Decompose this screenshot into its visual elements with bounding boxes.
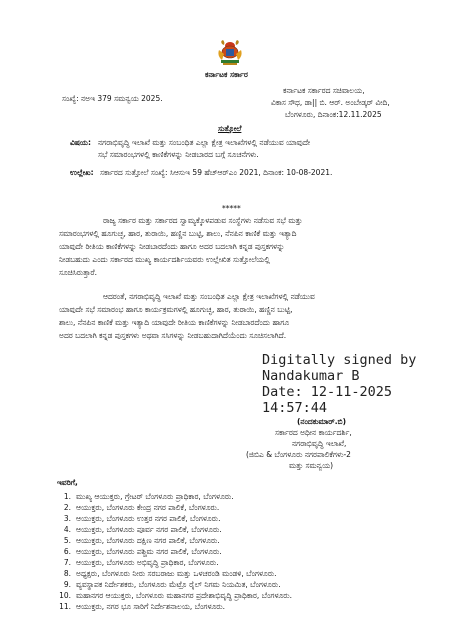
list-item: 3. ಆಯುಕ್ತರು, ಬೆಂಗಳೂರು ಉತ್ತರ ನಗರ ಪಾಲಿಕೆ, ಬೆಂಗಳೂರು. — [63, 514, 221, 523]
paragraph-2-line: ಅದರ ಬದಲಾಗಿ ಕನ್ನಡ ಪುಸ್ತಕಗಳು ಅಥವಾ ಸಸಿಗಳನ್ನು ನೀಡಬಹುದಾಗಿದೆಯೆಂದು ಸೂಚಿಸಲಾಗಿದೆ. — [59, 331, 287, 340]
paragraph-1-line: ಯಾವುದೇ ರೀತಿಯ ಕಾಣಿಕೆಗಳನ್ನು ನೀಡಬಾರದೆಂದು ಹಾಗೂ ಅದರ ಬದಲಾಗಿ ಕನ್ನಡ ಪುಸ್ತಕಗಳನ್ನು — [59, 242, 285, 251]
subject-line-2: ಸಭೆ ಸಮಾರಂಭಗಳಲ್ಲಿ ಕಾಣಿಕೆಗಳನ್ನು ನೀಡಬಾರದ ಬಗ್ಗೆ ಸೂಚನೆಗಳು. — [98, 150, 259, 159]
signatory-section: ಮತ್ತು ಸಮನ್ವಯ) — [289, 461, 334, 470]
signature-line: Nandakumar B — [262, 368, 360, 384]
list-item: 9. ವ್ಯವಸ್ಥಾಪಕ ನಿರ್ದೇಶಕರು, ಬೆಂಗಳೂರು ಮೆಟ್ರೊ ರೈಲ್ ನಿಗಮ ನಿಯಮಿತ, ಬೆಂಗಳೂರು. — [63, 580, 281, 589]
karnataka-emblem-icon — [214, 38, 246, 68]
page-title: ಸುತ್ತೋಲೆ — [218, 124, 242, 133]
list-item: 7. ಆಯುಕ್ತರು, ಬೆಂಗಳೂರು ಅಭಿವೃದ್ಧಿ ಪ್ರಾಧಿಕಾರ, ಬೆಂಗಳೂರು. — [63, 558, 219, 567]
paragraph-2-line: ಯಾವುದೇ ಸಭೆ ಸಮಾರಂಭ ಹಾಗೂ ಕಾರ್ಯಕ್ರಮಗಳಲ್ಲಿ ಹೂಗುಚ್ಛ, ಹಾರ, ತುರಾಯಿ, ಹಣ್ಣಿನ ಬುಟ್ಟಿ, — [59, 305, 293, 314]
list-item: 4. ಆಯುಕ್ತರು, ಬೆಂಗಳೂರು ಪೂರ್ವ ನಗರ ಪಾಲಿಕೆ, ಬೆಂಗಳೂರು. — [63, 525, 222, 534]
address-date: ಬೆಂಗಳೂರು, ದಿನಾಂಕ:12.11.2025 — [285, 110, 382, 119]
recipients-label: ಇವರಿಗೆ, — [57, 478, 78, 487]
list-item: 11. ಆಯುಕ್ತರು, ನಗರ ಭೂ ಸಾರಿಗೆ ನಿರ್ದೇಶನಾಲಯ, ಬೆಂಗಳೂರು. — [59, 602, 226, 611]
signature-line: Date: 12-11-2025 — [262, 384, 393, 400]
list-item: 10. ಮಹಾನಗರ ಆಯುಕ್ತರು, ಬೆಂಗಳೂರು ಮಹಾನಗರ ಪ್ರದೇಶಾಭಿವೃದ್ಧಿ ಪ್ರಾಧಿಕಾರ, ಬೆಂಗಳೂರು. — [59, 591, 293, 600]
signature-line: 14:57:44 — [262, 400, 328, 416]
paragraph-2-line: ಆದರಂತೆ, ನಗರಾಭಿವೃದ್ಧಿ ಇಲಾಖೆ ಮತ್ತು ಸಂಬಂಧಿತ ಎಲ್ಲಾ ಕ್ಷೇತ್ರ ಇಲಾಖೆಗಳಲ್ಲಿ ನಡೆಯುವ — [103, 292, 315, 301]
subject-line-1: ನಗರಾಭಿವೃದ್ಧಿ ಇಲಾಖೆ ಮತ್ತು ಸಂಬಂಧಿತ ಎಲ್ಲಾ ಕ್ಷೇತ್ರ ಇಲಾಖೆಗಳಲ್ಲಿ ನಡೆಯುವ ಯಾವುದೇ — [98, 138, 311, 147]
list-item: 5. ಆಯುಕ್ತರು, ಬೆಂಗಳೂರು ದಕ್ಷಿಣ ನಗರ ಪಾಲಿಕೆ, ಬೆಂಗಳೂರು. — [63, 536, 220, 545]
paragraph-1-line: ನೀಡಬಹುದು ಎಂದು ಸರ್ಕಾರದ ಮುಖ್ಯ ಕಾರ್ಯದರ್ಶಿಯವರು ಉಲ್ಲೇಖಿತ ಸುತ್ತೋಲೆಯಲ್ಲಿ — [59, 255, 270, 264]
paragraph-1-line: ಸೂಚಿಸಿರುತ್ತಾರೆ. — [59, 268, 98, 277]
order-number: ಸಂಖ್ಯೆ: ನಅಇ 379 ಸಮನ್ವಯ 2025. — [62, 94, 163, 103]
address-line-2: ವಿಕಾಸ ಸೌಧ, ಡಾ|| ಬಿ. ಆರ್. ಅಂಬೇಡ್ಕರ್ ವೀದಿ, — [271, 98, 390, 107]
signatory-designation: ಸರ್ಕಾರದ ಅಧೀನ ಕಾರ್ಯದರ್ಶಿ, — [275, 428, 352, 437]
address-line-1: ಕರ್ನಾಟಕ ಸರ್ಕಾರದ ಸಚಿವಾಲಯ, — [283, 86, 365, 95]
signatory-name: (ನಂದಕುಮಾರ್.ಬಿ) — [297, 417, 347, 426]
signatory-section: (ಜಿಬಿಎ & ಬೆಂಗಳೂರು ನಗರಪಾಲಿಕೆಗಳು-2 — [246, 450, 351, 459]
subject-label: ವಿಷಯ: — [70, 138, 91, 147]
reference-text: ಸರ್ಕಾರದ ಸುತ್ತೋಲೆ ಸಂಖ್ಯೆ: ಸಿಆಸುಇ 59 ಹೆಚ್ಆರ್‌ಎಂ 2021, ದಿನಾಂಕ: 10-08-2021. — [100, 168, 333, 177]
signatory-department: ನಗರಾಭಿವೃದ್ಧಿ ಇಲಾಖೆ, — [292, 439, 347, 448]
government-name: ಕರ್ನಾಟಕ ಸರ್ಕಾರ — [205, 70, 248, 79]
reference-label: ಉಲ್ಲೇಖ: — [70, 168, 94, 177]
paragraph-1-line: ರಾಜ್ಯ ಸರ್ಕಾರ ಮತ್ತು ಸರ್ಕಾರದ ಸ್ವಾಮ್ಯಕ್ಕೊಳಪಡುವ ಸಂಸ್ಥೆಗಳು ನಡೆಸುವ ಸಭೆ ಮತ್ತು — [103, 216, 303, 225]
list-item: 6. ಆಯುಕ್ತರು, ಬೆಂಗಳೂರು ಪಶ್ಚಿಮ ನಗರ ಪಾಲಿಕೆ, ಬೆಂಗಳೂರು. — [63, 547, 222, 556]
list-item: 2. ಆಯುಕ್ತರು, ಬೆಂಗಳೂರು ಕೇಂದ್ರ ನಗರ ಪಾಲಿಕೆ, ಬೆಂಗಳೂರು. — [63, 503, 220, 512]
list-item: 1. ಮುಖ್ಯ ಆಯುಕ್ತರು, ಗ್ರೇಟರ್ ಬೆಂಗಳೂರು ಪ್ರಾಧಿಕಾರ, ಬೆಂಗಳೂರು. — [63, 492, 234, 501]
list-item: 8. ಅಧ್ಯಕ್ಷರು, ಬೆಂಗಳೂರು ನೀರು ಸರಬರಾಜು ಮತ್ತು ಒಳಚರಂಡಿ ಮಂಡಳಿ, ಬೆಂಗಳೂರು. — [63, 569, 277, 578]
separator: ***** — [222, 204, 241, 213]
signature-line: Digitally signed by — [262, 352, 417, 368]
paragraph-1-line: ಸಮಾರಂಭಗಳಲ್ಲಿ ಹೂಗುಚ್ಛ, ಹಾರ, ತುರಾಯಿ, ಹಣ್ಣಿನ ಬುಟ್ಟಿ, ಶಾಲು, ನೆನಪಿನ ಕಾಣಿಕೆ ಮತ್ತು ಇತ್ಯಾದಿ — [59, 229, 297, 238]
paragraph-2-line: ಶಾಲು, ನೆನಪಿನ ಕಾಣಿಕೆ ಮತ್ತು ಇತ್ಯಾದಿ ಯಾವುದೇ ರೀತಿಯ ಕಾಣಿಕೆಗಳನ್ನು ನೀಡಬಾರದೆಂದು ಹಾಗೂ — [59, 318, 290, 327]
